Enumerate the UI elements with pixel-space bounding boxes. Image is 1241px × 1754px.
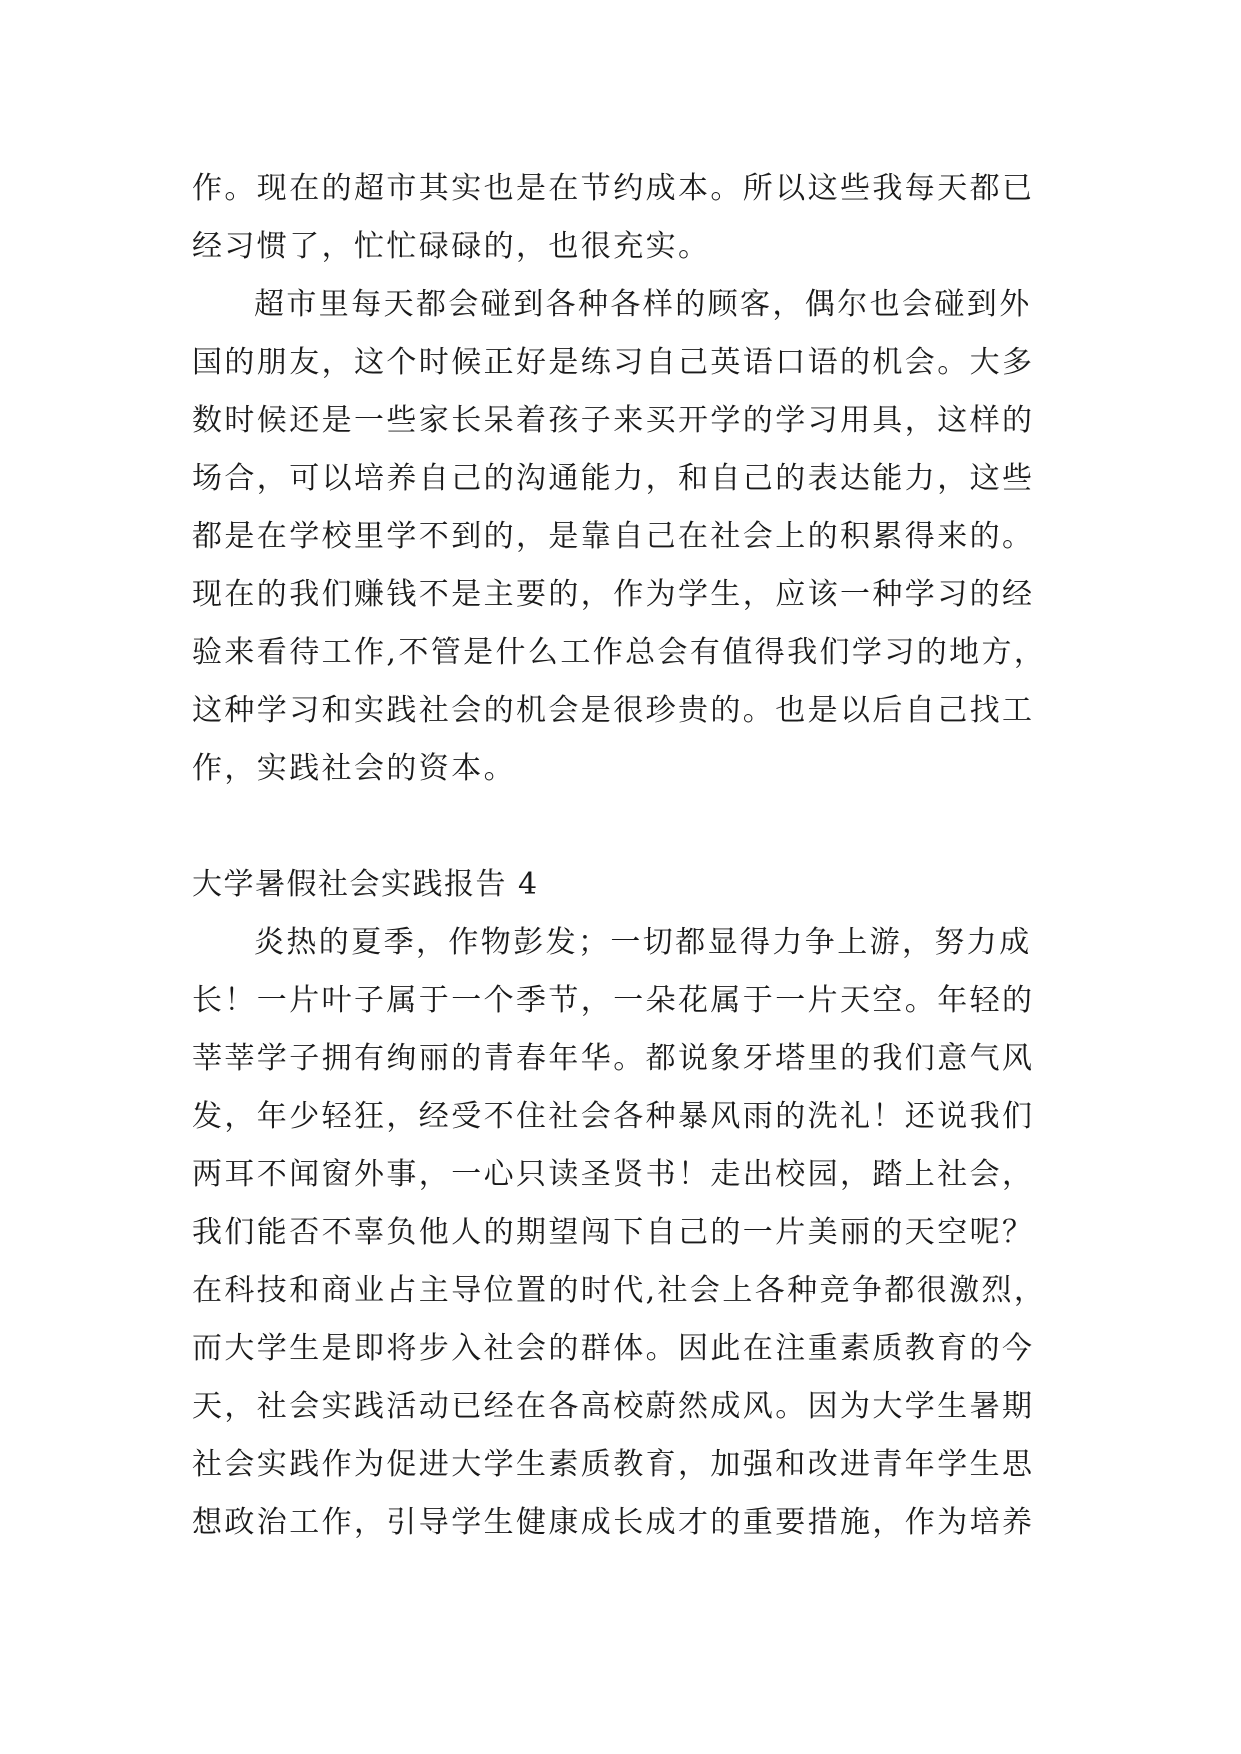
text-line: 现在的我们赚钱不是主要的，作为学生，应该一种学习的经 <box>192 577 1035 612</box>
text-line: 两耳不闻窗外事，一心只读圣贤书！走出校园，踏上社会， <box>192 1157 1035 1192</box>
text-line: 作，实践社会的资本。 <box>192 751 516 786</box>
text-line: 超市里每天都会碰到各种各样的顾客，偶尔也会碰到外 <box>254 287 1032 322</box>
text-line: 数时候还是一些家长呆着孩子来买开学的学习用具，这样的 <box>192 403 1035 438</box>
text-line: 都是在学校里学不到的，是靠自己在社会上的积累得来的。 <box>192 519 1035 554</box>
text-line: 我们能否不辜负他人的期望闯下自己的一片美丽的天空呢？ <box>192 1215 1035 1250</box>
text-line: 发，年少轻狂，经受不住社会各种暴风雨的洗礼！还说我们 <box>192 1099 1035 1134</box>
text-line: 经习惯了，忙忙碌碌的，也很充实。 <box>192 229 711 264</box>
text-line: 社会实践作为促进大学生素质教育，加强和改进青年学生思 <box>192 1447 1035 1482</box>
text-line: 这种学习和实践社会的机会是很珍贵的。也是以后自己找工 <box>192 693 1035 728</box>
section-heading: 大学暑假社会实践报告 4 <box>192 867 539 902</box>
text-line: 验来看待工作,不管是什么工作总会有值得我们学习的地方， <box>192 635 1047 670</box>
text-line: 而大学生是即将步入社会的群体。因此在注重素质教育的今 <box>192 1331 1035 1366</box>
paragraph-summer-practice <box>192 914 1072 1552</box>
paragraph-continuation <box>192 160 1072 276</box>
document-body <box>192 160 1072 1552</box>
text-line: 莘莘学子拥有绚丽的青春年华。都说象牙塔里的我们意气风 <box>192 1041 1035 1076</box>
paragraph-supermarket <box>192 276 1072 798</box>
text-line: 长！一片叶子属于一个季节，一朵花属于一片天空。年轻的 <box>192 983 1035 1018</box>
text-line: 天，社会实践活动已经在各高校蔚然成风。因为大学生暑期 <box>192 1389 1035 1424</box>
text-line: 想政治工作，引导学生健康成长成才的重要措施，作为培养 <box>192 1505 1035 1540</box>
text-line: 在科技和商业占主导位置的时代,社会上各种竞争都很激烈， <box>192 1273 1047 1308</box>
text-line: 场合，可以培养自己的沟通能力，和自己的表达能力，这些 <box>192 461 1035 496</box>
text-line: 炎热的夏季，作物彭发；一切都显得力争上游，努力成 <box>254 925 1032 960</box>
text-line: 国的朋友，这个时候正好是练习自己英语口语的机会。大多 <box>192 345 1035 380</box>
text-line: 作。现在的超市其实也是在节约成本。所以这些我每天都已 <box>192 171 1035 206</box>
